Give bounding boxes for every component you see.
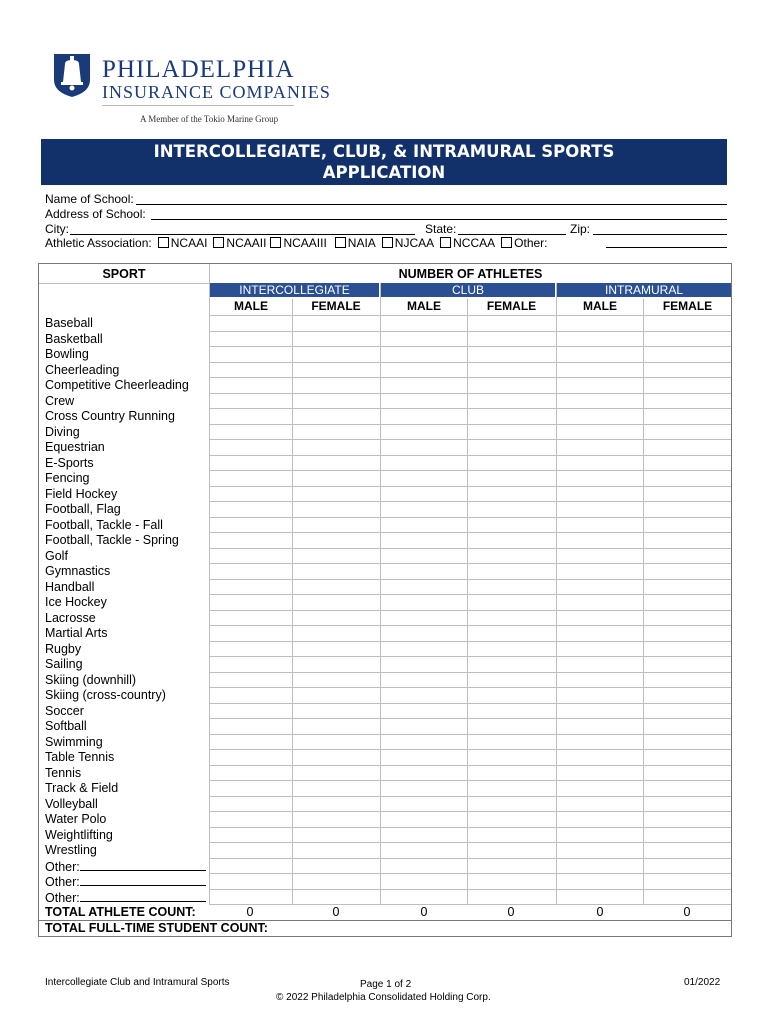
sport-rugby: Rugby (45, 641, 82, 656)
sport-basketball: Basketball (45, 331, 103, 346)
grid-row-line (210, 501, 731, 502)
other-association-field[interactable] (606, 247, 727, 248)
grid-row-line (210, 377, 731, 378)
grid-row-line (210, 703, 731, 704)
school-address-field[interactable] (151, 219, 727, 220)
other-association-label: Other: (514, 236, 548, 250)
grid-row-line (210, 486, 731, 487)
grid-row-line (210, 656, 731, 657)
other-1-field[interactable] (80, 859, 206, 871)
sport-cheerleading: Cheerleading (45, 362, 120, 377)
title-banner (41, 139, 727, 185)
grid-row-line (210, 858, 731, 859)
sport-softball: Softball (45, 719, 87, 733)
total-fulltime-student-count-label: TOTAL FULL-TIME STUDENT COUNT: (45, 921, 268, 935)
grid-row-line (210, 393, 731, 394)
total-athlete-count-label: TOTAL ATHLETE COUNT: (45, 905, 196, 919)
grid-row-line (210, 811, 731, 812)
naia-label: NAIA (347, 236, 376, 250)
ncaaiii-checkbox[interactable] (270, 237, 281, 248)
grid-row-line (210, 749, 731, 750)
club-label: CLUB (451, 283, 484, 297)
intramural-male-header: MALE (583, 299, 617, 313)
sport-skiing-downhill: Skiing (downhill) (45, 672, 137, 687)
other-association-checkbox[interactable] (501, 237, 512, 248)
state-label: State: (425, 222, 457, 236)
title-line-2: APPLICATION (322, 163, 446, 182)
other-2-field[interactable] (80, 874, 206, 886)
total-club-male: 0 (420, 905, 428, 919)
other-2-label: Other: (45, 875, 80, 889)
athletes-table (38, 263, 732, 937)
sport-other-3[interactable] (45, 890, 206, 907)
grid-row-line (210, 517, 731, 518)
grid-row-line (210, 734, 731, 735)
sport-table-tennis: Table Tennis (45, 750, 115, 764)
grid-row-line (210, 672, 731, 673)
grid-row-line (210, 610, 731, 611)
grid-row-line (210, 625, 731, 626)
sport-volleyball: Volleyball (45, 796, 98, 811)
logo-subname: INSURANCE COMPANIES (102, 82, 331, 102)
sport-e-sports: E-Sports (45, 455, 94, 470)
sport-header: SPORT (102, 267, 146, 281)
grid-row-line (210, 532, 731, 533)
grid-row-line (210, 889, 731, 890)
njcaa-label: NJCAA (394, 236, 435, 250)
sport-header-divider (39, 283, 209, 284)
sport-football-tackle-spring: Football, Tackle - Spring (45, 533, 179, 547)
ncaaiii-label: NCAAIII (283, 236, 327, 250)
grid-row-line (210, 904, 731, 905)
ncaai-label: NCAAI (170, 236, 208, 250)
sport-field-hockey: Field Hockey (45, 486, 118, 501)
grid-row-line (210, 346, 731, 347)
total-intramural-female: 0 (683, 905, 691, 919)
grid-row-line (210, 362, 731, 363)
sport-water-polo: Water Polo (45, 812, 107, 826)
logo-name: PHILADELPHIA (102, 56, 295, 83)
intramural-female-header: FEMALE (662, 299, 713, 313)
sport-equestrian: Equestrian (45, 440, 105, 454)
liberty-bell-icon (52, 52, 92, 98)
grid-row-line (210, 842, 731, 843)
title-line-1: INTERCOLLEGIATE, CLUB, & INTRAMURAL SPORTS (153, 142, 615, 161)
athletic-association-label: Athletic Association: (45, 236, 152, 250)
city-label: City: (45, 222, 69, 236)
number-of-athletes-header: NUMBER OF ATHLETES (398, 267, 543, 281)
sport-other-2[interactable] (45, 874, 206, 891)
sport-martial-arts: Martial Arts (45, 626, 108, 640)
nccaa-checkbox[interactable] (440, 237, 451, 248)
grid-row-line (210, 563, 731, 564)
school-name-field[interactable] (136, 204, 727, 205)
other-1-label: Other: (45, 859, 80, 874)
sport-other-1[interactable] (45, 859, 206, 876)
footer-page-number: Page 1 of 2 (360, 979, 412, 990)
sport-column-divider (209, 264, 210, 905)
zip-label: Zip: (570, 222, 591, 236)
footer-form-name: Intercollegiate Club and Intramural Sports (45, 977, 230, 988)
school-name-label: Name of School: (45, 192, 134, 206)
grid-row-line (210, 548, 731, 549)
club-male-header: MALE (407, 299, 441, 313)
sport-handball: Handball (45, 579, 95, 594)
sport-track-and-field: Track & Field (45, 781, 119, 795)
grid-row-line (210, 331, 731, 332)
nccaa-label: NCCAA (453, 236, 496, 250)
sport-diving: Diving (45, 424, 80, 439)
sport-baseball: Baseball (45, 316, 93, 330)
sport-bowling: Bowling (45, 347, 89, 361)
sport-lacrosse: Lacrosse (45, 610, 96, 625)
sport-competitive-cheerleading: Competitive Cheerleading (45, 378, 189, 392)
total-club-female: 0 (507, 905, 515, 919)
grid-row-line (210, 424, 731, 425)
grid-row-line (210, 780, 731, 781)
ncaaii-checkbox[interactable] (213, 237, 224, 248)
logo-tagline: A Member of the Tokio Marine Group (140, 114, 279, 124)
grid-row-line (210, 470, 731, 471)
sport-crew: Crew (45, 393, 75, 408)
ncaaii-label: NCAAII (226, 236, 267, 250)
company-logo (52, 50, 331, 130)
column-divider (292, 299, 293, 905)
club-female-header: FEMALE (486, 299, 537, 313)
footer-copyright: © 2022 Philadelphia Consolidated Holding Corp. (276, 992, 491, 1003)
grid-row-line (210, 315, 731, 316)
grid-row-line (210, 455, 731, 456)
sport-ice-hockey: Ice Hockey (45, 595, 107, 609)
sport-soccer: Soccer (45, 703, 84, 718)
sport-wrestling: Wrestling (45, 843, 97, 857)
state-field[interactable] (458, 234, 566, 235)
zip-field[interactable] (593, 234, 727, 235)
other-3-field[interactable] (80, 890, 206, 902)
sport-sailing: Sailing (45, 657, 83, 671)
sport-football-tackle-fall: Football, Tackle - Fall (45, 517, 163, 532)
grid-row-line (210, 718, 731, 719)
sport-skiing-cross-country: Skiing (cross-country) (45, 688, 166, 702)
sport-cross-country-running: Cross Country Running (45, 409, 175, 423)
grid-row-line (210, 641, 731, 642)
total-intercollegiate-female: 0 (332, 905, 340, 919)
intercollegiate-male-header: MALE (234, 299, 268, 313)
grid-row-line (210, 579, 731, 580)
grid-row-line (210, 439, 731, 440)
city-field[interactable] (70, 234, 415, 235)
other-3-label: Other: (45, 890, 80, 905)
sport-swimming: Swimming (45, 734, 103, 749)
naia-checkbox[interactable] (335, 237, 346, 248)
column-divider (643, 299, 644, 905)
athletic-association-row (45, 236, 548, 250)
ncaai-checkbox[interactable] (158, 237, 169, 248)
column-divider (467, 299, 468, 905)
intramural-label: INTRAMURAL (604, 283, 683, 297)
grid-row-line (210, 765, 731, 766)
intercollegiate-label: INTERCOLLEGIATE (239, 283, 350, 297)
sport-golf: Golf (45, 548, 68, 563)
total-intercollegiate-male: 0 (246, 905, 254, 919)
logo-divider (102, 105, 294, 106)
intercollegiate-female-header: FEMALE (311, 299, 361, 313)
njcaa-checkbox[interactable] (382, 237, 393, 248)
sport-fencing: Fencing (45, 471, 90, 485)
grid-row-line (210, 873, 731, 874)
sport-football-flag: Football, Flag (45, 502, 121, 516)
sport-gymnastics: Gymnastics (45, 564, 111, 578)
grid-row-line (210, 827, 731, 828)
grid-row-line (210, 594, 731, 595)
grid-row-line (210, 796, 731, 797)
sport-weightlifting: Weightlifting (45, 827, 113, 842)
total-intramural-male: 0 (596, 905, 604, 919)
footer-revision-date: 01/2022 (684, 977, 721, 988)
sport-tennis: Tennis (45, 765, 82, 780)
grid-row-line (210, 408, 731, 409)
grid-row-line (210, 687, 731, 688)
school-address-label: Address of School: (45, 207, 146, 221)
